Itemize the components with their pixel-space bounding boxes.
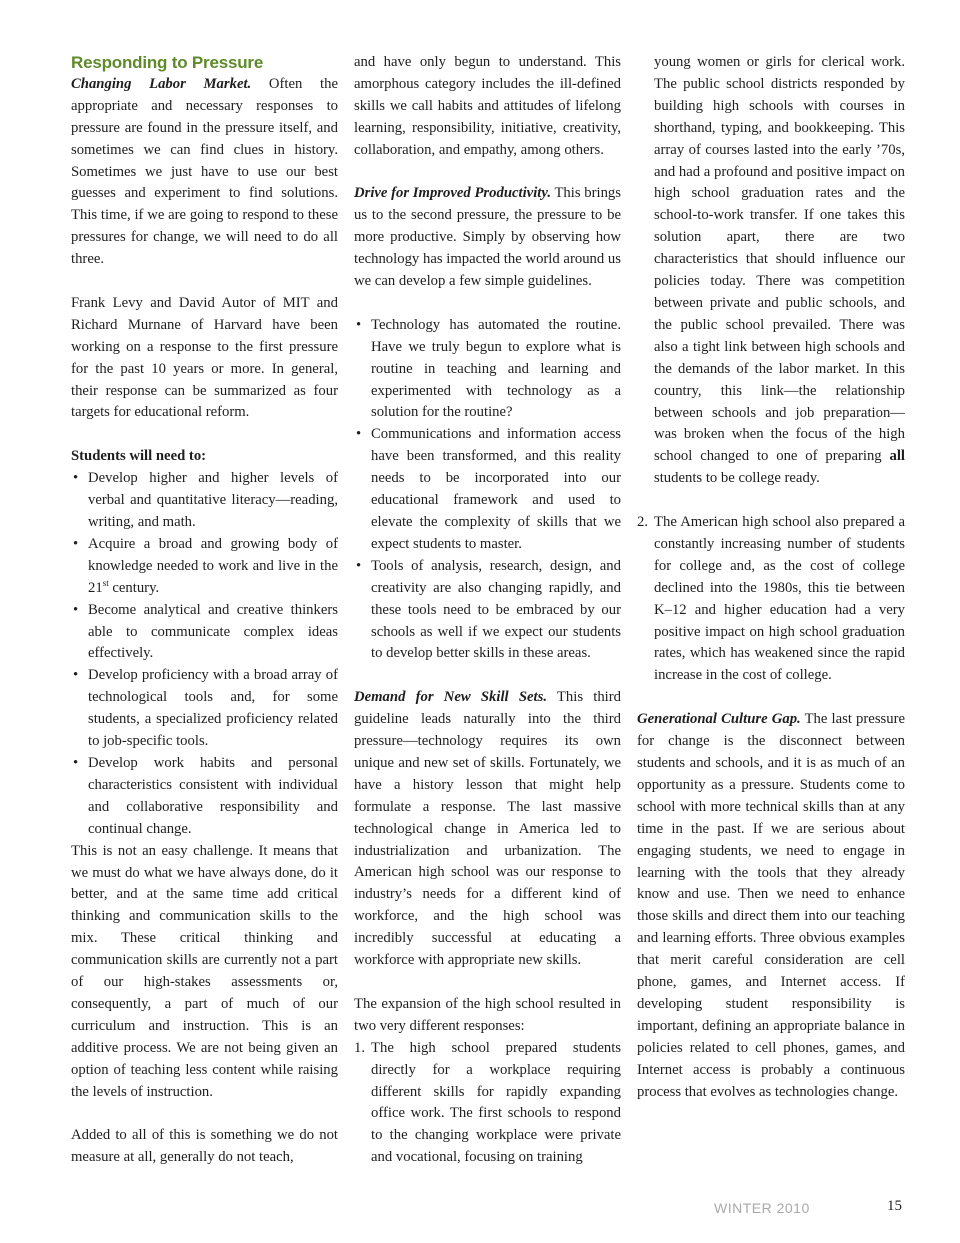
- paragraph-skill-sets: Demand for New Skill Sets. This third guideline leads naturally into the third pressure—technology requires its own unique and new set of skills. Fortunately, we have a history lesson that might help formulate a response. The last massive technological change in America led to industrialization and urbanization. The American high school was our response to industry’s needs for a different kind of workforce, and the high school was incredibly successful at educating a workforce with appropriate new skills.: [354, 689, 621, 969]
- paragraph-clerical: young women or girls for clerical work. The public school districts responded by building high schools with courses in shorthand, typing, and bookkeeping. This array of courses lasted into the early ’70s, and had a profound and positive impact on high school graduation rates and the school-to-work transfer. If one takes this solution apart, there are two characteristics that should influence our policies today. There was competition between private and public schools, and the public school prevailed. There was also a tight link between high schools and the demands of the labor market. In this country, this link—the relationship between schools and job preparation—was broken when the focus of the high school changed to one of preparing all students to be college ready.: [654, 54, 905, 487]
- list-item: • Technology has automated the routine. Have we truly begun to explore what is routine in teaching and learning and experimented with technology as a solution for the routine?: [354, 315, 621, 425]
- list-item: • Tools of analysis, research, design, and creativity are also changing rapidly, and these tools need to be embraced by our schools as well if we expect our students to develop better skills in these areas.: [354, 556, 621, 666]
- paragraph-expansion: The expansion of the high school resulted in two very different responses:: [354, 995, 621, 1034]
- paragraph-labor-market: Changing Labor Market. Often the appropriate and necessary responses to pressure are found in the pressure itself, and sometimes we can find clues in history. Sometimes we just have to use our best guesses and experiment to find solutions. This time, if we are going to respond to these pressures for change, we will need to do all three.: [71, 75, 338, 268]
- list-item: • Communications and information access have been transformed, and this reality needs to be incorporated into our educational framework and used to elevate the complexity of skills that we expect students to master.: [354, 424, 621, 555]
- paragraph-culture-gap: Generational Culture Gap. The last pressure for change is the disconnect between students and schools, and it is as much of an opportunity as a pressure. Students come to school with more technical skills than at any time in the past. If we are serious about engaging students, we need to engage in learning with the tools that they already know and use. Then we need to enhance those skills and direct them into our teaching and learning efforts. Three obvious examples that merit careful consideration are cell phone, games, and Internet access. If developing student responsibility is important, defining an appropriate balance in policies related to cell phones, games, and Internet access is probably a continuous process that evolves as technologies change.: [637, 711, 905, 1100]
- column-1: [71, 52, 338, 1169]
- lead-in-productivity: Drive for Improved Productivity.: [354, 185, 551, 202]
- student-needs-list: [71, 468, 338, 840]
- responses-list: [354, 1038, 621, 1169]
- list-item: • Acquire a broad and growing body of knowledge needed to work and live in the 21st century.: [71, 534, 338, 600]
- list-heading: Students will need to:: [71, 448, 207, 465]
- paragraph-continued: and have only begun to understand. This amorphous category includes the ill-defined skills we call habits and attitudes of lifelong learning, responsibility, initiative, creativity, collaboration, and empathy, among others.: [354, 54, 621, 158]
- paragraph-levy-autor: Frank Levy and David Autor of MIT and Richard Murnane of Harvard have been working on a response to the first pressure for the past 10 years or more. In general, their response can be summarized as four targets for educational reform.: [71, 294, 338, 421]
- list-item: • Become analytical and creative thinkers able to communicate complex ideas effectively.: [71, 600, 338, 666]
- lead-in-culture-gap: Generational Culture Gap.: [637, 711, 801, 728]
- responses-list-continued: [637, 512, 905, 687]
- list-item: • Develop proficiency with a broad array of technological tools and, for some students, a specialized proficiency related to job-specific tools.: [71, 665, 338, 753]
- list-item: • Develop higher and higher levels of verbal and quantitative literacy—reading, writing, and math.: [71, 468, 338, 534]
- list-item: 2. The American high school also prepared a constantly increasing number of students for college and, as the cost of college declined into the 1980s, this tie between K–12 and higher education had a very positive impact on high school graduation rates, which has weakened since the rapid increase in the cost of college.: [637, 514, 905, 684]
- lead-in-skill-sets: Demand for New Skill Sets.: [354, 689, 547, 706]
- paragraph-challenge: This is not an easy challenge. It means that we must do what we have always done, do it better, and at the same time add critical thinking and communication skills to the mix. These critical thinking and communication skills are currently not a part of our high-stakes assessments or, consequently, a part of much of our curriculum and instruction. This is an additive process. We are not being given an option of teaching less content while raising the levels of instruction.: [71, 842, 338, 1100]
- issue-label: WINTER 2010: [714, 1200, 810, 1216]
- paragraph-added: Added to all of this is something we do not measure at all, generally do not teach,: [71, 1127, 338, 1166]
- list-item: 1. The high school prepared students directly for a workplace requiring different skills for rapidly expanding office work. The first schools to respond to the changing workplace were private and vocational, focusing on training: [354, 1039, 621, 1166]
- paragraph-productivity: Drive for Improved Productivity. This brings us to the second pressure, the pressure to be more productive. Simply by observing how technology has impacted the world around us we can develop a few simple guidelines.: [354, 185, 621, 290]
- lead-in-labor-market: Changing Labor Market.: [71, 75, 252, 92]
- list-item: • Develop work habits and personal characteristics consistent with individual and collaborative responsibility and continual change.: [71, 753, 338, 841]
- column-2: [354, 52, 621, 1169]
- guidelines-list: [354, 315, 621, 666]
- section-heading: Responding to Pressure: [71, 53, 264, 72]
- page-number: 15: [887, 1198, 902, 1214]
- column-3: [637, 52, 905, 1103]
